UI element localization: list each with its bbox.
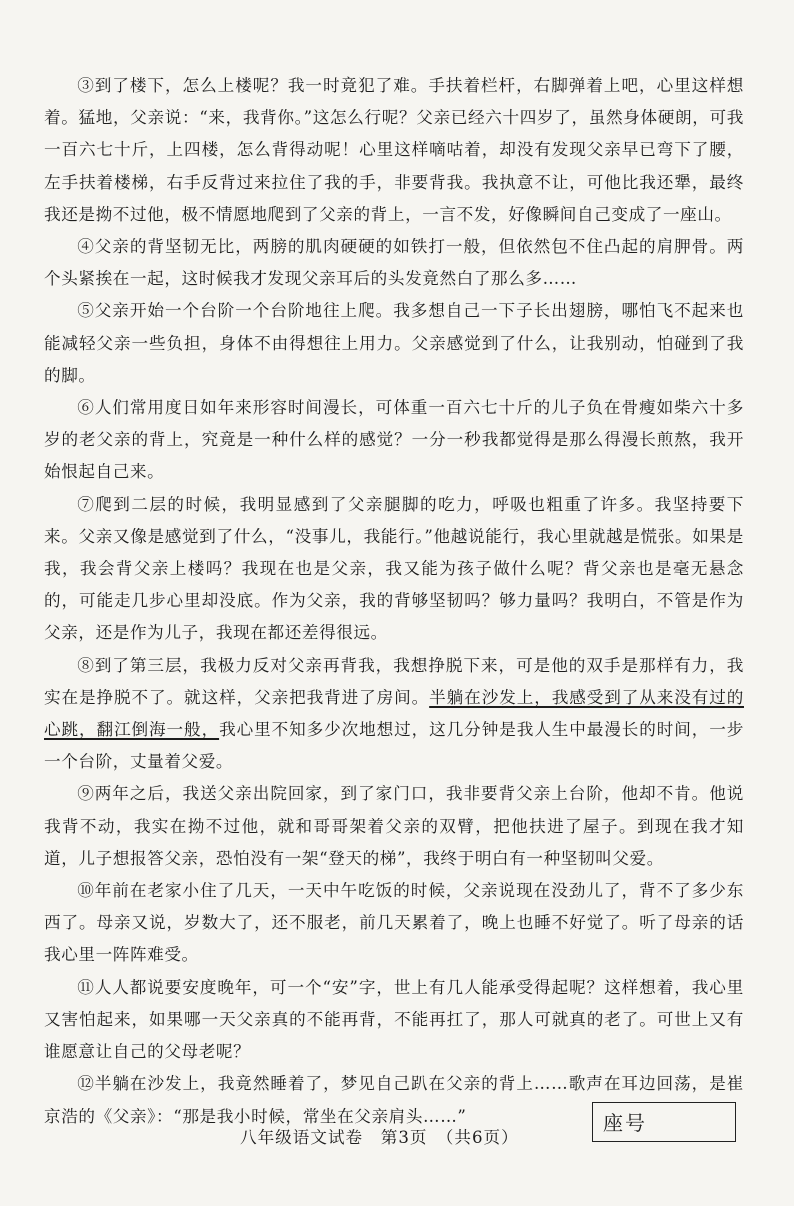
paragraph-8 [44, 650, 744, 779]
underlined-sentence: 半躺在沙发上，我感受到了从来没有过的心跳，翻江倒海一般， [44, 687, 744, 740]
paragraph-11: ⑪人人都说要安度晚年，可一个“安”字，世上有几人能承受得起呢？这样想着，我心里又害怕起来，如果哪一天父亲真的不能再背，不能再扛了，那人可就真的老了。可世上又有谁愿意让自己的父母老呢？ [44, 977, 744, 1062]
paragraph-4: ④父亲的背坚韧无比，两膀的肌肉硬硬的如铁打一般，但依然包不住凸起的肩胛骨。两个头紧挨在一起，这时候我才发现父亲耳后的头发竟然白了那么多…… [44, 237, 744, 289]
paragraph-3: ③到了楼下，怎么上楼呢？我一时竟犯了难。手扶着栏杆，右脚弹着上吧，心里这样想着。猛地，父亲说：“来，我背你。”这怎么行呢？父亲已经六十四岁了，虽然身体硬朗，可我一百六七十斤，上四楼，怎么背得动呢！心里这样嘀咕着，却没有发现父亲早已弯下了腰，左手扶着楼梯，右手反背过来拉住了我的手，非要背我。我执意不让，可他比我还犟，最终我还是拗不过他，极不情愿地爬到了父亲的背上，一言不发，好像瞬间自己变成了一座山。 [44, 76, 744, 224]
paragraph-12: ⑫半躺在沙发上，我竟然睡着了，梦见自己趴在父亲的背上……歌声在耳边回荡，是崔京浩的《父亲》：“那是我小时候，常坐在父亲肩头……” [44, 1074, 744, 1126]
paragraph-10: ⑩年前在老家小住了几天，一天中午吃饭的时候，父亲说现在没劲儿了，背不了多少东西了。母亲又说，岁数大了，还不服老，前几天累着了，晚上也睡不好觉了。听了母亲的话我心里一阵阵难受。 [44, 881, 744, 965]
article-body [44, 70, 744, 1133]
page-footer: 八年级语文试卷 第3页 （共6页） [240, 1128, 519, 1147]
paragraph-9: ⑨两年之后，我送父亲出院回家，到了家门口，我非要背父亲上台阶，他却不肯。他说我背不动，我实在拗不过他，就和哥哥架着父亲的双臂，把他扶进了屋子。到现在我才知道，儿子想报答父亲，恐怕没有一架“登天的梯”，我终于明白有一种坚韧叫父爱。 [44, 784, 744, 868]
seat-label: 座号 [603, 1111, 647, 1135]
paragraph-8-post: 我心里不知多少次地想过，这几分钟是我人生中最漫长的时间，一步一个台阶，丈量着父爱。 [44, 720, 744, 772]
seat-number-box [592, 1102, 736, 1142]
paragraph-8-pre: ⑧到了第三层，我极力反对父亲再背我，我想挣脱下来，可是他的双手是那样有力，我实在是挣脱不了。就这样，父亲把我背进了房间。 [44, 655, 744, 707]
paragraph-5: ⑤父亲开始一个台阶一个台阶地往上爬。我多想自己一下子长出翅膀，哪怕飞不起来也能减轻父亲一些负担，身体不由得想往上用力。父亲感觉到了什么，让我别动，怕碰到了我的脚。 [44, 301, 744, 385]
paragraph-6: ⑥人们常用度日如年来形容时间漫长，可体重一百六七十斤的儿子负在骨瘦如柴六十多岁的老父亲的背上，究竟是一种什么样的感觉？一分一秒我都觉得是那么得漫长煎熬，我开始恨起自己来。 [44, 398, 744, 482]
paragraph-7: ⑦爬到二层的时候，我明显感到了父亲腿脚的吃力，呼吸也粗重了许多。我坚持要下来。父亲又像是感觉到了什么，“没事儿，我能行。”他越说能行，我心里就越是慌张。如果是我，我会背父亲上楼吗？我现在也是父亲，我又能为孩子做什么呢？背父亲也是毫无悬念的，可能走几步心里却没底。作为父亲，我的背够坚韧吗？够力量吗？我明白，不管是作为父亲，还是作为儿子，我现在都还差得很远。 [44, 494, 744, 643]
